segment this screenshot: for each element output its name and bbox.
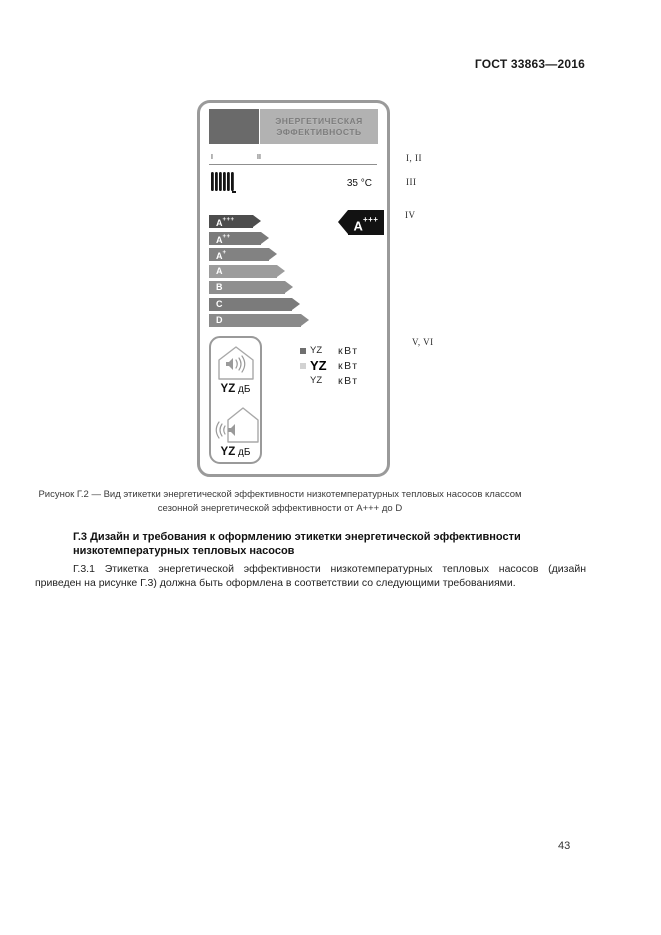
power-value: YZ <box>310 358 327 373</box>
power-unit: кВт <box>338 359 359 372</box>
annotation-iii: III <box>406 177 417 187</box>
power-row-3 <box>300 374 359 387</box>
power-value: YZ <box>310 375 323 386</box>
annotation-iv: IV <box>405 210 416 220</box>
indoor-noise-icon <box>216 345 256 381</box>
power-row-1 <box>300 344 359 357</box>
label-header <box>209 109 378 144</box>
outdoor-noise-group <box>212 404 260 458</box>
zone-mark-1: I <box>211 154 213 161</box>
power-values-list <box>300 344 359 389</box>
power-value: YZ <box>310 345 323 356</box>
selected-class-badge: A+++ <box>348 210 384 235</box>
outdoor-noise-unit: дБ <box>238 447 251 458</box>
noise-panel <box>209 336 262 464</box>
section-heading-line1: Г.3 Дизайн и требования к оформлению этикетки энергетической эффективности <box>73 531 521 543</box>
annotation-v-vi: V, VI <box>412 337 434 347</box>
section-heading <box>73 530 521 558</box>
power-unit: кВт <box>338 344 359 357</box>
zone-mark-2: II <box>257 154 261 161</box>
indoor-noise-group <box>216 345 256 395</box>
radiator-icon <box>210 171 240 197</box>
page-number: 43 <box>558 840 571 852</box>
power-bullet-icon <box>300 363 306 369</box>
power-unit: кВт <box>338 374 359 387</box>
document-header: ГОСТ 33863—2016 <box>474 57 585 71</box>
annotation-i-ii: I, II <box>406 153 422 163</box>
class-arrow-ap: A+ <box>209 248 269 261</box>
label-title-line2: ЭФФЕКТИВНОСТЬ <box>276 126 362 137</box>
class-arrow-app: A++ <box>209 232 261 245</box>
class-arrow-d: D <box>209 314 301 327</box>
figure-caption <box>0 488 560 516</box>
class-arrow-c: C <box>209 298 292 311</box>
label-title-line1: ЭНЕРГЕТИЧЕСКАЯ <box>275 115 363 126</box>
body-paragraph: Г.3.1 Этикетка энергетической эффективности низкотемпературных тепловых насосов (дизайн приведен на рисунке Г.3) должна быть оформлена в соответствии со следующими требованиями. <box>35 563 586 589</box>
section-heading-line2: низкотемпературных тепловых насосов <box>73 545 295 557</box>
divider-line <box>209 164 377 165</box>
indoor-noise-value <box>221 383 251 395</box>
label-title <box>260 109 378 144</box>
indoor-noise-number: YZ <box>220 383 236 395</box>
efficiency-class-scale <box>209 215 301 331</box>
outdoor-noise-icon <box>212 404 260 444</box>
class-arrow-a: A <box>209 265 277 278</box>
label-brand-area <box>209 109 259 144</box>
outdoor-noise-number: YZ <box>220 446 236 458</box>
figure-caption-line1: Рисунок Г.2 — Вид этикетки энергетической эффективности низкотемпературных тепловых насосов классом <box>38 489 522 500</box>
outdoor-noise-value <box>221 446 251 458</box>
class-arrow-appp: A+++ <box>209 215 253 228</box>
power-bullet-spacer <box>300 378 306 384</box>
indoor-noise-unit: дБ <box>238 384 251 395</box>
figure-caption-line2: сезонной энергетической эффективности от А+++ до D <box>157 503 403 514</box>
power-row-2 <box>300 359 359 372</box>
energy-efficiency-label <box>197 100 390 477</box>
temperature-value: 35 °C <box>346 178 372 189</box>
power-bullet-icon <box>300 348 306 354</box>
class-arrow-b: B <box>209 281 285 294</box>
